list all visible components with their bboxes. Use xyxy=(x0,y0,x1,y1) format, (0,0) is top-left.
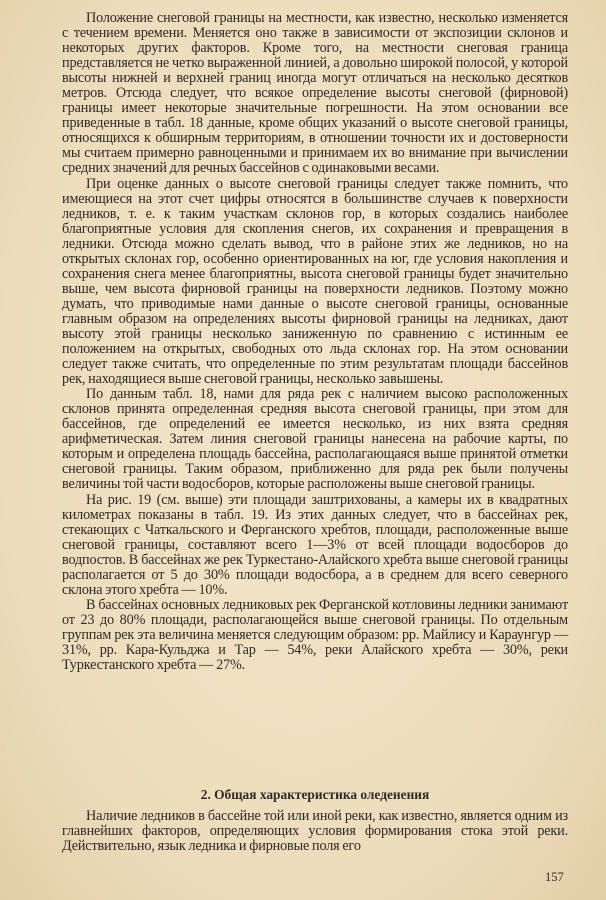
body-text xyxy=(62,11,568,673)
paragraph-figure-19-areas: На рис. 19 (см. выше) эти площади заштрихованы, а камеры их в квадратных километрах показаны в табл. 19. Из этих данных следует, что в бассейнах рек, стекающих с Чаткальского и Ферганского хребтов, площади, расположенные выше снеговой границы, составляют всего 1—3% от всей площади водосборов до водпостов. В бассейнах же рек Туркестано-Алайского хребта выше снеговой границы располагается от 5 до 30% площади водосбора, а в среднем для всего северного склона этого хребта — 10%. xyxy=(62,491,568,598)
section-body-text xyxy=(62,809,568,854)
paragraph-table-18-method: По данным табл. 18, нами для ряда рек с наличием высоко расположенных склонов принята определенная средняя высота снеговой границы, при этом для бассейнов, где определений ее имеется несколько, из них взята средняя арифметическая. Затем линия снеговой границы нанесена на рабочие карты, по которым и определена площадь бассейна, располагающаяся выше принятой отметки снеговой границы. Таким образом, приближенно для ряда рек были получены величины той части водосборов, которые расположены выше снеговой границы. xyxy=(62,386,568,493)
paragraph-glacier-rivers: В бассейнах основных ледниковых рек Ферганской котловины ледники занимают от 23 до 80% площади, располагающейся выше снеговой границы. По отдельным группам рек эта величина меняется следующим образом: рр. Майлису и Караунгур — 31%, рр. Кара-Кульджа и Тар — 54%, реки Алайского хребта — 30%, реки Туркестанского хребта — 27%. xyxy=(62,596,568,674)
section-heading: 2. Общая характеристика оледенения xyxy=(200,787,430,802)
page-number: 157 xyxy=(545,870,564,884)
paragraph-glaciation-intro: Наличие ледников в бассейне той или иной реки, как известно, является одним из главнейших факторов, определяющих условия формирования стока этой реки. Действительно, язык ледника и фирновые поля его xyxy=(62,808,568,855)
paragraph-snowline-position: Положение снеговой границы на местности, как известно, несколько изменяется с течением времени. Меняется оно также в зависимости от экспозиции склонов и некоторых других факторов. Кроме того, на местности снеговая граница представляется не четко выраженной линией, а довольно широкой полосой, у которой высоты нижней и верхней границ иногда могут отличаться на несколько десятков метров. Отсюда следует, что всякое определение высоты снеговой (фирновой) границы имеет некоторые значительные погрешности. На этом основании все приведенные в табл. 18 данные, кроме общих указаний о высоте снеговой границы, относящихся к обширным территориям, в отношении точности их и достоверности мы считаем примерно равноценными и принимаем их во внимание при вычислении средних значений для речных бассейнов с одинаковыми весами. xyxy=(62,10,568,177)
paragraph-snowline-estimation: При оценке данных о высоте снеговой границы следует также помнить, что имеющиеся на этот счет цифры относятся в большинстве случаев к поверхности ледников, т. е. к таким участкам склонов гор, в которых создались наиболее благоприятные условия для скопления снегов, их сохранения и превращения в ледники. Отсюда можно сделать вывод, что в районе этих же ледников, но на открытых склонах гор, особенно ориентированных на юг, где условия накопления и сохранения снега менее благоприятны, высота снеговой границы будет значительно выше, чем высота фирновой границы на поверхности ледников. Поэтому можно думать, что приводимые нами данные о высоте снеговой границы, основанные главным образом на определениях высоты фирновой границы на ледниках, дают высоту этой границы несколько заниженную по сравнению с истинным ее положением на открытых, свободных ото льда склонах гор. На этом основании следует также считать, что определенные по этим результатам площади бассейнов рек, находящиеся выше снеговой границы, несколько завышены. xyxy=(62,175,568,388)
